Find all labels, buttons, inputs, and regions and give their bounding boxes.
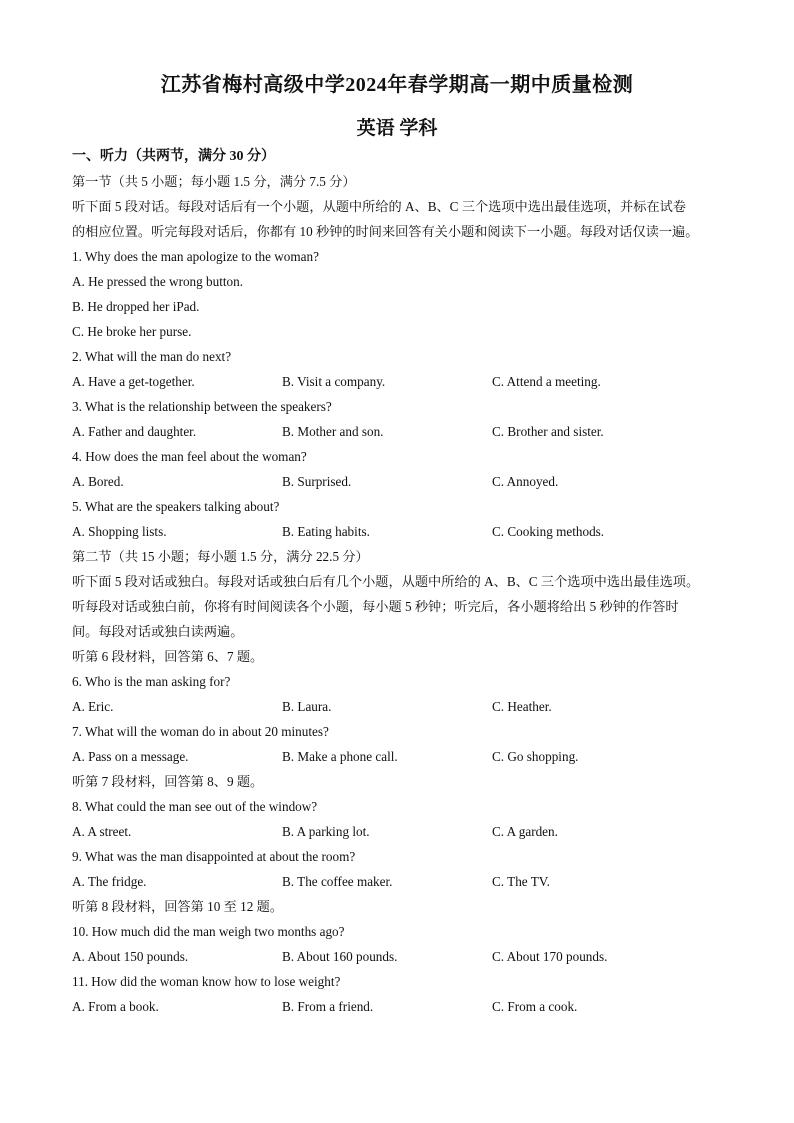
exam-title: 江苏省梅村高级中学2024年春学期高一期中质量检测 — [160, 74, 634, 96]
option-b: B. From a friend. — [282, 999, 374, 1014]
exam-content — [72, 144, 732, 1019]
options-row — [72, 469, 732, 494]
question-text: 11. How did the woman know how to lose weight? — [72, 974, 341, 989]
options-row — [72, 944, 732, 969]
option-c: C. From a cook. — [492, 999, 578, 1014]
option-b: B. Eating habits. — [282, 524, 370, 539]
group-label: 听第 8 段材料，回答第 10 至 12 题。 — [72, 899, 283, 914]
option-b: B. A parking lot. — [282, 824, 370, 839]
option-a: A. Have a get-together. — [72, 374, 195, 389]
section1-instruction-line: 听下面 5 段对话。每段对话后有一个小题，从题中所给的 A、B、C 三个选项中选出最佳选项，并标在试卷 — [72, 199, 686, 214]
option-c: C. Cooking methods. — [492, 524, 605, 539]
question-text: 4. How does the man feel about the woman? — [72, 449, 307, 464]
question-text: 7. What will the woman do in about 20 minutes? — [72, 724, 329, 739]
option-a: A. Shopping lists. — [72, 524, 167, 539]
option-a: A. About 150 pounds. — [72, 949, 189, 964]
option-b: B. The coffee maker. — [282, 874, 393, 889]
question-text: 6. Who is the man asking for? — [72, 674, 231, 689]
question-text: 8. What could the man see out of the window? — [72, 799, 318, 814]
question-text: 10. How much did the man weigh two months ago? — [72, 924, 345, 939]
section1-heading: 第一节（共 5 小题；每小题 1.5 分，满分 7.5 分） — [72, 174, 356, 189]
option-c: C. Brother and sister. — [492, 424, 604, 439]
option-a: A. The fridge. — [72, 874, 147, 889]
option-a: A. He pressed the wrong button. — [72, 274, 244, 289]
section2-instruction-line: 听下面 5 段对话或独白。每段对话或独白后有几个小题，从题中所给的 A、B、C 三个选项中选出最佳选项。 — [72, 574, 700, 589]
option-c: C. About 170 pounds. — [492, 949, 608, 964]
part-heading: 一、听力（共两节，满分 30 分） — [72, 149, 275, 164]
section2-heading: 第二节（共 15 小题；每小题 1.5 分，满分 22.5 分） — [72, 549, 369, 564]
group-label: 听第 7 段材料，回答第 8、9 题。 — [72, 774, 264, 789]
question-text: 9. What was the man disappointed at about the room? — [72, 849, 356, 864]
options-row — [72, 694, 732, 719]
options-row — [72, 994, 732, 1019]
option-c: C. Heather. — [492, 699, 552, 714]
option-b: B. Laura. — [282, 699, 332, 714]
option-c: C. The TV. — [492, 874, 550, 889]
option-a: A. Father and daughter. — [72, 424, 197, 439]
question-text: 5. What are the speakers talking about? — [72, 499, 280, 514]
option-b: B. Surprised. — [282, 474, 352, 489]
option-a: A. Pass on a message. — [72, 749, 189, 764]
options-row — [72, 369, 732, 394]
question-text: 3. What is the relationship between the speakers? — [72, 399, 332, 414]
option-a: A. Eric. — [72, 699, 114, 714]
option-a: A. From a book. — [72, 999, 159, 1014]
option-c: C. Annoyed. — [492, 474, 559, 489]
question-text: 2. What will the man do next? — [72, 349, 232, 364]
option-c: C. Go shopping. — [492, 749, 579, 764]
option-c: C. He broke her purse. — [72, 324, 192, 339]
group-label: 听第 6 段材料，回答第 6、7 题。 — [72, 649, 264, 664]
options-row — [72, 869, 732, 894]
option-b: B. Visit a company. — [282, 374, 386, 389]
option-b: B. He dropped her iPad. — [72, 299, 200, 314]
option-c: C. A garden. — [492, 824, 558, 839]
options-row — [72, 519, 732, 544]
option-b: B. Make a phone call. — [282, 749, 398, 764]
option-c: C. Attend a meeting. — [492, 374, 601, 389]
options-row — [72, 819, 732, 844]
options-row — [72, 419, 732, 444]
options-row — [72, 744, 732, 769]
section2-instruction-line: 听每段对话或独白前，你将有时间阅读各个小题，每小题 5 秒钟；听完后，各小题将给出 5 秒钟的作答时 — [72, 599, 679, 614]
section1-instruction-line: 的相应位置。听完每段对话后，你都有 10 秒钟的时间来回答有关小题和阅读下一小题。每段对话仅读一遍。 — [72, 224, 699, 239]
option-b: B. Mother and son. — [282, 424, 384, 439]
option-a: A. A street. — [72, 824, 132, 839]
section2-instruction-line: 间。每段对话或独白读两遍。 — [72, 624, 244, 639]
question-text: 1. Why does the man apologize to the woman? — [72, 249, 319, 264]
option-b: B. About 160 pounds. — [282, 949, 398, 964]
subject-title: 英语 学科 — [356, 118, 438, 139]
option-a: A. Bored. — [72, 474, 124, 489]
